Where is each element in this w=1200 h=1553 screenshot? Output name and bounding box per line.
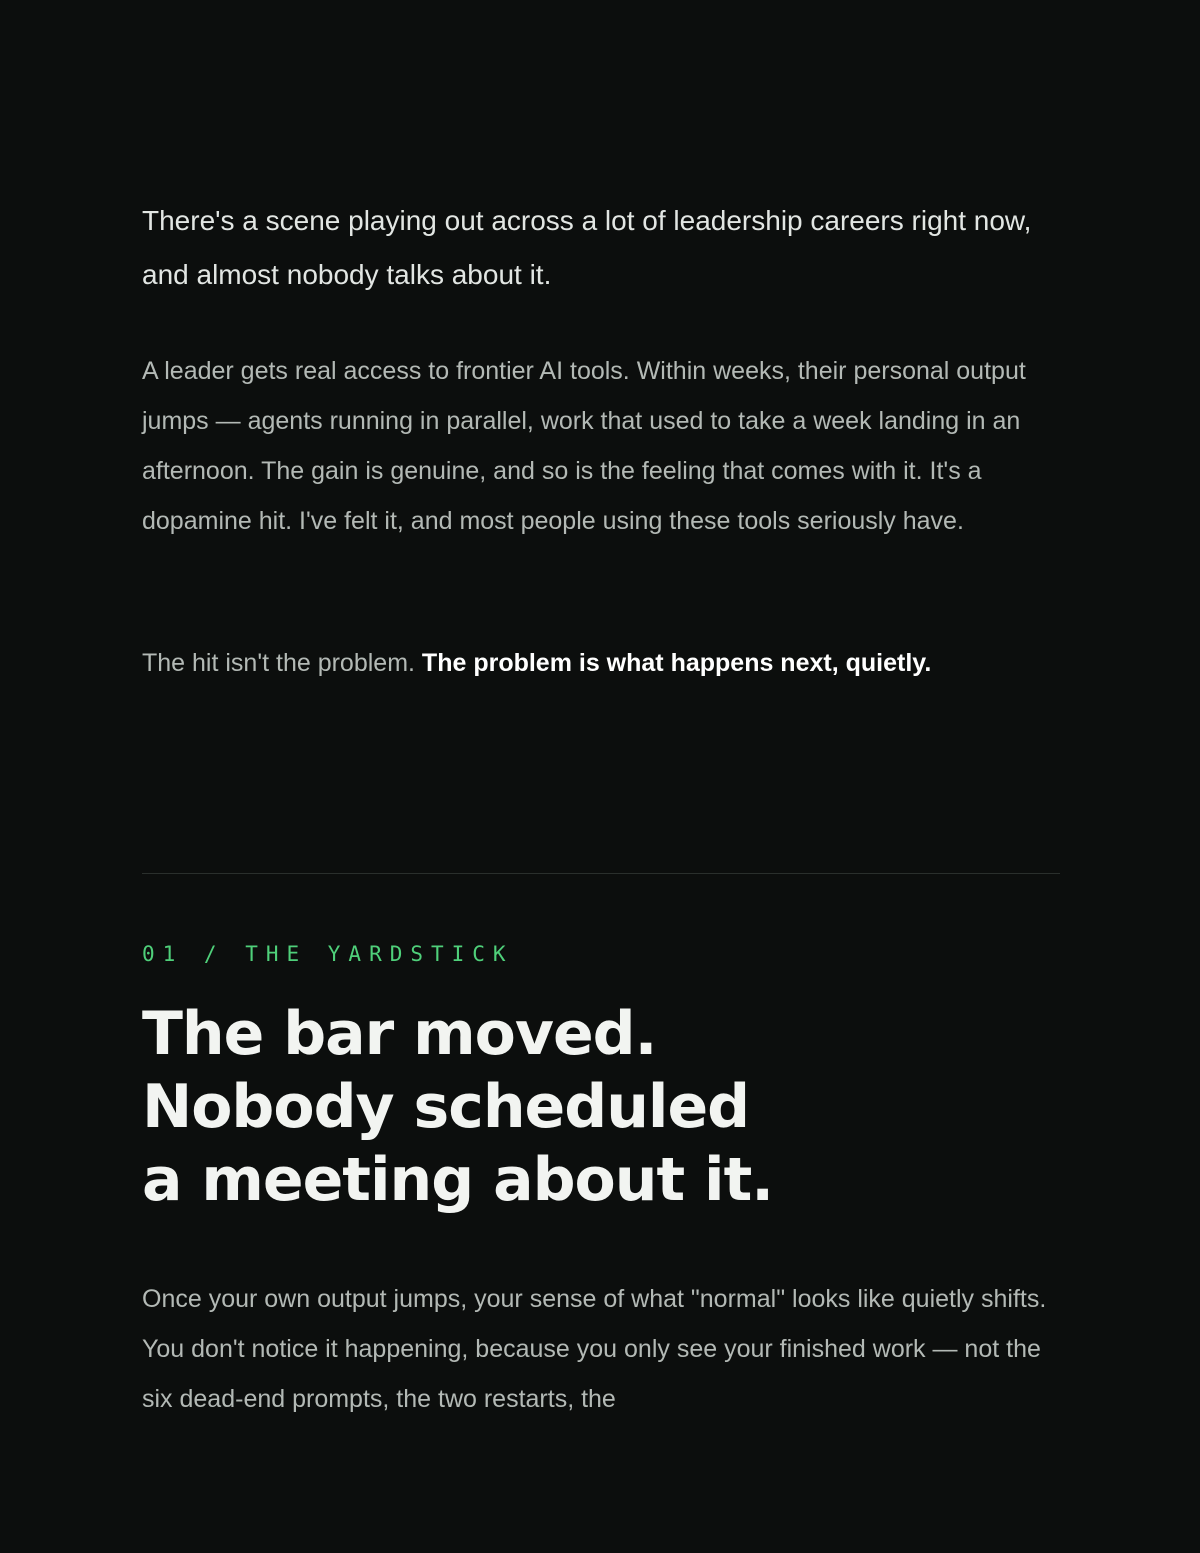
section-headline: [142, 998, 1060, 1217]
intro-lede: There's a scene playing out across a lot of leadership careers right now, and almost nobody talks about it.: [142, 205, 1032, 290]
intro-paragraph-2-emphasis: The problem is what happens next, quietly.: [421, 649, 932, 677]
section-eyebrow: 01 / THE YARDSTICK: [142, 942, 514, 966]
intro-paragraph-2-plain: The hit isn't the problem.: [142, 649, 422, 677]
section-divider: [142, 873, 1060, 874]
section-headline-line: a meeting about it.: [142, 1145, 774, 1215]
intro-paragraph-2: [142, 638, 1060, 688]
section-headline-line: Nobody scheduled: [142, 1072, 750, 1142]
section-headline-line: The bar moved.: [142, 999, 657, 1069]
section-paragraph-1: Once your own output jumps, your sense of what "normal" looks like quietly shifts. You don't notice it happening, because you only see your finished work — not the six dead-end prompts, the two restarts, the: [142, 1285, 1047, 1413]
intro-paragraph-1: A leader gets real access to frontier AI tools. Within weeks, their personal output jumps — agents running in parallel, work that used to take a week landing in an afternoon. The gain is genuine, and so is the feeling that comes with it. It's a dopamine hit. I've felt it, and most people using these tools seriously have.: [142, 357, 1026, 535]
